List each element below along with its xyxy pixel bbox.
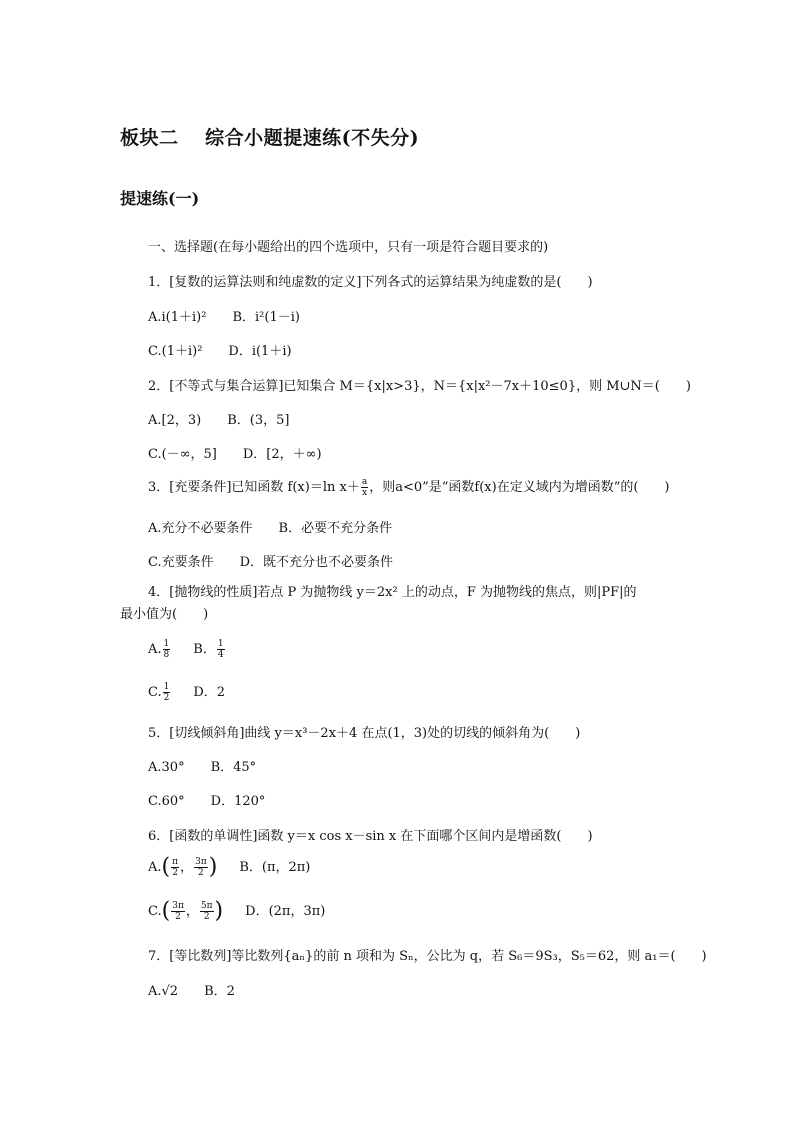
question-3-stem-suffix: ，则a<0”是“函数f(x)在定义域内为增函数”的( )	[369, 480, 670, 495]
question-7-stem: 7．[等比数列]等比数列{aₙ}的前 n 项和为 Sₙ，公比为 q，若 S₆＝9S₃，S₅＝62，则 a₁＝( )	[148, 949, 707, 964]
option-c-fraction-2	[200, 901, 214, 922]
question-4-options-cd	[148, 681, 225, 703]
page-title: 板块二 综合小题提速练(不失分)	[120, 127, 420, 149]
fraction-numerator: 3π	[195, 857, 207, 867]
question-2-options-ab: A.[2，3) B．(3，5]	[148, 413, 290, 428]
fraction-denominator: 4	[217, 650, 224, 660]
option-a-fraction-2	[194, 857, 208, 878]
fraction-numerator: 1	[163, 639, 170, 649]
question-5-stem: 5．[切线倾斜角]曲线 y＝x³－2x＋4 在点(1，3)处的切线的倾斜角为( )	[148, 726, 581, 741]
question-3-stem-prefix: 3．[充要条件]已知函数 f(x)＝ln x＋	[148, 480, 360, 495]
fraction-denominator: 2	[203, 912, 210, 922]
fraction-denominator: 2	[172, 868, 178, 878]
option-d: D．2	[193, 685, 226, 700]
option-c-fraction	[163, 682, 171, 703]
fraction-numerator: π	[172, 857, 179, 867]
question-5-options-cd: C.60° D．120°	[148, 794, 266, 809]
question-7-options-ab: A.√2 B．2	[148, 984, 235, 999]
fraction-denominator: 8	[163, 650, 170, 660]
option-c-label: C.	[148, 904, 162, 919]
question-5-options-ab: A.30° B．45°	[148, 760, 257, 775]
question-1-options-ab: A.i(1＋i)² B．i²(1－i)	[148, 310, 300, 325]
question-2-options-cd: C.(－∞，5] D．[2，＋∞)	[148, 447, 322, 462]
question-3-fraction	[361, 477, 368, 498]
fraction-numerator: 3π	[172, 901, 184, 911]
fraction-denominator: 2	[175, 912, 181, 922]
question-3-options-cd: C.充要条件 D．既不充分也不必要条件	[148, 555, 394, 570]
section-subtitle: 提速练(一)	[120, 189, 200, 208]
fraction-numerator: a	[361, 477, 368, 487]
question-1-stem: 1．[复数的运算法则和纯虚数的定义]下列各式的运算结果为纯虚数的是( )	[148, 275, 593, 290]
option-d: D．(2π，3π)	[245, 904, 326, 919]
question-3-options-ab: A.充分不必要条件 B．必要不充分条件	[148, 521, 393, 536]
option-a-label: A.	[148, 642, 162, 657]
option-b: B．(π，2π)	[239, 860, 311, 875]
option-b-label: B．	[193, 642, 216, 657]
question-4-options-ab	[148, 638, 226, 660]
question-6-options-cd: C.( $\frac{3\pi}{2}$ ， $\frac{5\pi}{2}$ ) D．(2π，3π)	[148, 898, 326, 924]
option-b-fraction	[217, 639, 225, 660]
question-1-options-cd: C.(1＋i)² D．i(1＋i)	[148, 344, 292, 359]
fraction-denominator: 2	[163, 693, 170, 703]
question-3-stem	[148, 476, 670, 498]
option-a-label: A.	[148, 860, 162, 875]
option-a-fraction	[163, 639, 171, 660]
fraction-denominator: x	[361, 488, 368, 498]
fraction-numerator: 1	[163, 682, 170, 692]
question-6-stem: 6．[函数的单调性]函数 y＝x cos x－sin x 在下面哪个区间内是增函数( )	[148, 829, 593, 844]
question-2-stem: 2．[不等式与集合运算]已知集合 M＝{x|x>3}，N＝{x|x²－7x＋10≤0}，则 M∪N＝( )	[148, 379, 691, 394]
option-c-fraction-1	[171, 901, 185, 922]
fraction-numerator: 5π	[200, 901, 213, 911]
option-a-fraction-1	[171, 857, 179, 878]
fraction-numerator: 1	[217, 639, 224, 649]
question-6-options-ab: A.( $\frac{\pi}{2}$ ， $\frac{3\pi}{2}$ ) B．(π，2π)	[148, 854, 311, 880]
fraction-denominator: 2	[198, 868, 204, 878]
option-c-label: C.	[148, 685, 162, 700]
question-4-stem: 4．[抛物线的性质]若点 P 为抛物线 y＝2x² 上的动点，F 为抛物线的焦点，则|PF|的最小值为( )	[120, 585, 637, 622]
section-heading: 一、选择题(在每小题给出的四个选项中，只有一项是符合题目要求的)	[148, 240, 549, 255]
